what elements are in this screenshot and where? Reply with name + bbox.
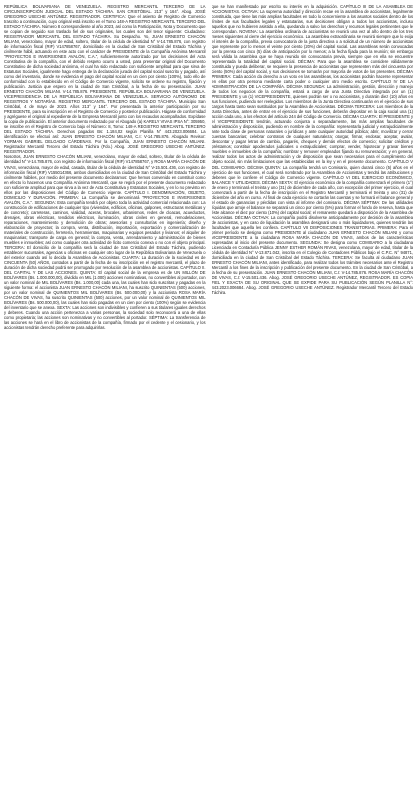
paragraph: Nosotros, JUAN ERNESTO CHACÓN MILIANI, venezolano, mayor de edad, soltero, titular de la cédula de identidad N° V-14.785.876, con registro de información fiscal (RIF) V147858767, y ROSA MARÍA CHACÓN DE VIVAS, venezolana, mayor de edad, casada, titular de la cédula de identidad N° V-15.501.436, con registro de información fiscal (RIF) V155014366, ambos domiciliados en la ciudad de San Cristóbal del Estado Táchira y civilmente hábiles, por medio del presente documento declaramos: Que hemos convenido en constituir como en efecto lo hacemos una Compañía Anónima Mercantil, que se regirá por el presente documento redactado con suficiente amplitud para que sirva a la vez de Acta Constitutiva y Estatutos Sociales, y en lo no previsto en ellos por las disposiciones del Código de Comercio vigente. CAPÍTULO I. DENOMINACIÓN, OBJETO, DOMICILIO Y DURACIÓN. PRIMERA: La Compañía se denominará "PROYECTOS E INVERSIONES AVALÓN, C.A.". SEGUNDA: Esta compañía tendrá por objeto toda la actividad comercial relacionada con: La construcción de edificaciones de cualquier tipo (viviendas, edificios, oficinas, galpones, estructuras metálicas y de concreto); carreteras, caminos, vialidad, aceras, brocales, urbanismos, redes de cloacas, acueductos, drenajes, obras eléctricas, tendidos eléctricos, iluminación, obras civiles en general, remodelaciones, reparaciones, mantenimiento y demolición de obras; asesorías y consultorías en ingeniería; diseño y elaboración de proyectos; la compra, venta, distribución, importación, exportación y comercialización de materiales de construcción, ferretería, herramientas, maquinarias y equipos pesados y livianos; el alquiler de maquinarias; transporte de carga en general; la compra, venta, arrendamiento y administración de bienes muebles e inmuebles; así como cualquier otra actividad de lícito comercio conexa o no con el objeto principal. TERCERA: El domicilio de la compañía será la ciudad de San Cristóbal del Estado Táchira, pudiendo establecer sucursales, agencias u oficinas en cualquier otro lugar de la República Bolivariana de Venezuela o del exterior cuando así lo decida la Asamblea de Accionistas. CUARTA: La duración de la sociedad es de CINCUENTA (50) AÑOS, contados a partir de la fecha de su inscripción en el registro mercantil, el plazo de duración de dicha sociedad podrá ser prorrogado por resolución de la asamblea de accionistas. CAPÍTULO II. DEL CAPITAL Y DE LAS ACCIONES. QUINTA: El capital social de la empresa es de UN MILLÓN DE BOLÍVARES (Bs. 1.000.000,00), dividido en MIL (1.000) acciones nominativas, no convertibles al portador, con un valor nominal de MIL BOLÍVARES (Bs. 1.000,00) cada una, las cuales han sido suscritas y pagadas en la siguiente forma: el accionista JUAN ERNESTO CHACÓN MILIANI, ha suscrito QUINIENTAS (500) acciones, por un valor nominal de QUINIENTOS MIL BOLÍVARES (Bs. 500.000,00) y la accionista ROSA MARÍA CHACÓN DE VIVAS, ha suscrito QUINIENTAS (500) acciones, por un valor nominal de QUINIENTOS MIL BOLÍVARES (Bs. 500.000,00), las cuales han sido pagadas en un cien por ciento (100%) según se evidencia del inventario que se anexa. SEXTA: Las acciones son indivisibles y confieren a sus titulares iguales derechos y deberes. Cuando una acción pertenezca a varias personas, la sociedad solo reconocerá a una de ellas como propietaria; las acciones son nominativas y no convertibles al portador. SÉPTIMA: La transferencia de las acciones se hará en el libro de accionistas de la compañía, firmado por el cedente y el cesionario, y los accionistas tendrán derecho preferente para adquirirlas. [4, 154, 206, 330]
paragraph: que se han manifestado por escrito su interés en la adquisición. CAPÍTULO III DE LA ASAMBLEA DE ACCIONISTAS. OCTAVA: La suprema autoridad y dirección recae en la asamblea de accionistas, legalmente constituida, que tiene las más amplias facultades en todo lo concerniente a los asuntos sociales dentro de los límites de sus facultades legales y estatutarias, sus decisiones obligan a todos los accionistas, incluso aquellos que no hubieren asistido a ella, quedando a salvo los derechos y recursos legales pertinentes que le correspondan. NOVENA: La asamblea ordinaria de accionistas se reunirá una vez al año dentro de los tres meses siguientes al cierre del ejercicio económico. La asamblea extraordinaria se reunirá siempre que lo exija el interés de la compañía, previa convocatoria de la junta directiva o a solicitud de un número de accionistas que represente por lo menos el veinte por ciento (20%) del capital social. Las asambleas serán convocadas por la prensa con cinco (5) días de anticipación por lo menos; a la fecha fijada para la reunión; sin embargo será válida la asamblea que se haya reunido sin convocatoria previa, siempre que en ella se encuentre representada la totalidad del capital social. DÉCIMA: Para que la asamblea se considere válidamente constituida y pueda deliberar, se requiere la presencia de accionistas que representen más del cincuenta por ciento (50%) del capital social, y sus decisiones se tomarán por mayoría de votos de los presentes. DÉCIMA PRIMERA: Cada acción da derecho a un voto en las asambleas, los accionistas podrán hacerse representar en ellas por otra persona mediante carta poder o cualquier otro medio escrito. CAPÍTULO IV DE LA ADMINISTRACIÓN DE LA COMPAÑÍA. DÉCIMA SEGUNDA: La administración, gestión, dirección y manejo de todos los negocios de la compañía, estará a cargo de una Junta Directiva integrada por un (1) PRESIDENTE y un (1) VICEPRESIDENTE, quienes podrán ser o no accionistas, y durarán diez (10) años en sus funciones, pudiendo ser reelegidos. Los miembros de la Junta Directiva continuarán en el ejercicio de sus cargos hasta tanto sean sustituidos por la Asamblea de Accionistas. DÉCIMA TERCERA: Los miembros de la Junta Directiva, antes de entrar en el ejercicio de sus funciones, deberán depositar en la caja social una (1) acción cada uno, a los efectos del artículo 244 del Código de Comercio. DÉCIMA CUARTA: El PRESIDENTE y el VICEPRESIDENTE tendrán, actuando conjunta o separadamente, las más amplias facultades de administración y disposición, pudiendo en nombre de la compañía: representarla judicial y extrajudicialmente ante toda clase de personas naturales o jurídicas y ante cualquier autoridad pública; abrir, movilizar y cerrar cuentas bancarias; celebrar contratos de cualquier naturaleza; otorgar, firmar, endosar, aceptar, avalar, descontar y pagar letras de cambio, pagarés, cheques y demás efectos de comercio; solicitar créditos y préstamos; constituir apoderados judiciales o extrajudiciales; comprar, vender, hipotecar y gravar bienes muebles e inmuebles de la compañía; nombrar y remover empleados fijando su remuneración; y en general, realizar todos los actos de administración y de disposición que sean necesarios para el cumplimiento del objeto social, sin más limitaciones que las establecidas en la ley y en el presente documento. CAPÍTULO V DEL COMISARIO. DÉCIMA QUINTA: La compañía tendrá un Comisario, quien durará cinco (5) años en el ejercicio de sus funciones, el cual será nombrado por la Asamblea de Accionistas y tendrá las atribuciones y deberes que le confiere el Código de Comercio vigente. CAPÍTULO VI DEL EJERCICIO ECONÓMICO, BALANCE Y UTILIDADES. DÉCIMA SEXTA: El ejercicio económico de la compañía comenzará el primero (1°) de enero y terminará el treinta y uno (31) de diciembre de cada año, con excepción del primer ejercicio, el cual comenzará a partir de la fecha de inscripción en el Registro Mercantil y terminará el treinta y uno (31) de diciembre del año en curso. Al final de cada ejercicio se cortarán las cuentas y se formará el balance general y el estado de ganancias y pérdidas con vista al informe del comisario. DÉCIMA SÉPTIMA: De las utilidades líquidas que arroje el balance se separará un cinco por ciento (5%) para formar el fondo de reserva, hasta que éste alcance el diez por ciento (10%) del capital social; el remanente quedará a disposición de la Asamblea de Accionistas. DÉCIMA OCTAVA: La compañía podrá disolverse anticipadamente por decisión de la asamblea de accionistas, y en caso de liquidación la asamblea designará uno o más liquidadores, quienes tendrán las facultades que aquella les confiera. CAPÍTULO VII DISPOSICIONES TRANSITORIAS. PRIMERA: Para el primer período se designa como PRESIDENTE al ciudadano JUAN ERNESTO CHACÓN MILIANI y como VICEPRESIDENTE a la ciudadana ROSA MARÍA CHACÓN DE VIVAS, ambos de las características expresadas al inicio del presente documento. SEGUNDA: Se designa como COMISARIO a la ciudadana Licenciada en Contaduría Pública JENNY ESTHER ROMÁN RIVAS, venezolana, mayor de edad, titular de la cédula de identidad N° V-13.871.042, inscrita en el Colegio de Contadores Públicos bajo el C.P.C. N° 94871, domiciliada en la ciudad de San Cristóbal del Estado Táchira. TERCERA: Se faculta al ciudadano JUAN ERNESTO CHACÓN MILIANI, antes identificado, para realizar todos los trámites necesarios ante el Registro Mercantil a los fines de la inscripción y publicación del presente documento. En la ciudad de San Cristóbal, a la fecha de su presentación. JUAN ERNESTO CHACÓN MILIANI, C.I: V-14.785.876. ROSA MARÍA CHACÓN DE VIVAS, C.I: V-15.501.436. Abog. JOSÉ GREGORIO USECHE ANTÚNEZ, REGISTRADOR. ES COPIA FIEL Y EXACTA DE SU ORIGINAL QUE SE EXPIDE PARA SU PUBLICACIÓN SEGÚN PLANILLA N°: 443.2023.006684. Abog. JOSÉ GREGORIO USECHE ANTÚNEZ. Registrador Mercantil Tercero del Estado Táchira. [211, 4, 413, 295]
paragraph: REPÚBLICA BOLIVARIANA DE VENEZUELA. REGISTRO MERCANTIL TERCERO DE LA CIRCUNSCRIPCIÓN JUDICIAL DEL ESTADO TÁCHIRA. SAN CRISTÓBAL. 213° y 164°. Abog. JOSÉ GREGORIO USECHE ANTÚNEZ. REGISTRADOR. CERTIFICA: Que el asiento de Registro de Comercio trascrito a continuación, cuyo original está inscrito en el Tomo 148-A REGISTRO MERCANTIL TERCERO DEL ESTADO TÁCHIRA. Número 8 correspondiente al año 2023, así como la Participación, Nota y Documento que se copian de seguido son traslado fiel de sus originales, los cuales son del tenor siguiente: Ciudadano: REGISTRADOR MERCANTIL DEL ESTADO TÁCHIRA. Su Despacho. Yo, JUAN ERNESTO CHACÓN MILIANI, venezolano, mayor de edad, soltero, titular de la cédula de identidad N° V-14.785.876, con registro de información fiscal (RIF) V147858767, domiciliado en la ciudad de San Cristóbal del Estado Táchira y civilmente hábil, actuando en este acto con el carácter de PRESIDENTE de la Compañía Anónima Mercantil "PROYECTOS E INVERSIONES AVALÓN, C.A.", suficientemente autorizado por los decisiones del Acta Constitutiva de la compañía, con el debido respeto ocurro a usted, para presentar original del Documento Constitutivo de dicha sociedad anónima, el cual ha sido redactado con suficiente amplitud para que sirva de Estatutos Sociales, igualmente hago entrega de la declaración jurada del capital social suscrito y pagado, así como del inventario, donde se evidencia el pago del capital social en un cien por ciento (100%), todo ello de conformidad con lo establecido en el Código de Comercio vigente, solicito se ordene su registro, fijación y publicación. Justicia que espero en la ciudad de San Cristóbal, a la fecha de su presentación. JUAN ERNESTO CHACÓN MILIANI. V-14.785.876. PRESIDENTE. REPÚBLICA BOLIVARIANA DE VENEZUELA. VICEPRESIDENCIA DE LA REPÚBLICA BOLIVARIANA DE VENEZUELA. SERVICIO AUTÓNOMO DE REGISTROS Y NOTARÍAS. REGISTRO MERCANTIL TERCERO DEL ESTADO TÁCHIRA. Municipio San Cristóbal, 4 de mayo de 2023. Años 213° y 164°. Por presentada la anterior participación por su PRESIDENTE, para su inscripción en el Registro de Comercio y posterior publicación. Hágase de conformidad y agréguese el original al expediente de la Empresa Mercantil junto con los recaudos acompañados. Expídase la copia de publicación. El anterior documento redactado por el Abogado (a) KARELY VIVAS IPSA N°: 305950, se inscribe en el Registro de Comercio bajo el Número: 8, Tomo: 148-A REGISTRO MERCANTIL TERCERO DEL ESTADO TÁCHIRA. Derechos pagados Bs: 1.184,02 según Planilla N° 443.2023.006684. La identificación se efectuó así: JUAN ERNESTO CHACÓN MILIANI, C.I: V-14.785.876. Abogado Revisor: YORMAN GABRIEL DELGADO CÁRDENAS. Por la Compañía, JUAN ERNESTO CHACÓN MILIANI. Registrador Mercantil Tercero del Estado Táchira (Fdo.) Abog. JOSÉ GREGORIO USECHE ANTÚNEZ. REGISTRADOR. [4, 4, 206, 155]
text-column-right [212, 4, 414, 797]
text-column-left [4, 4, 206, 797]
